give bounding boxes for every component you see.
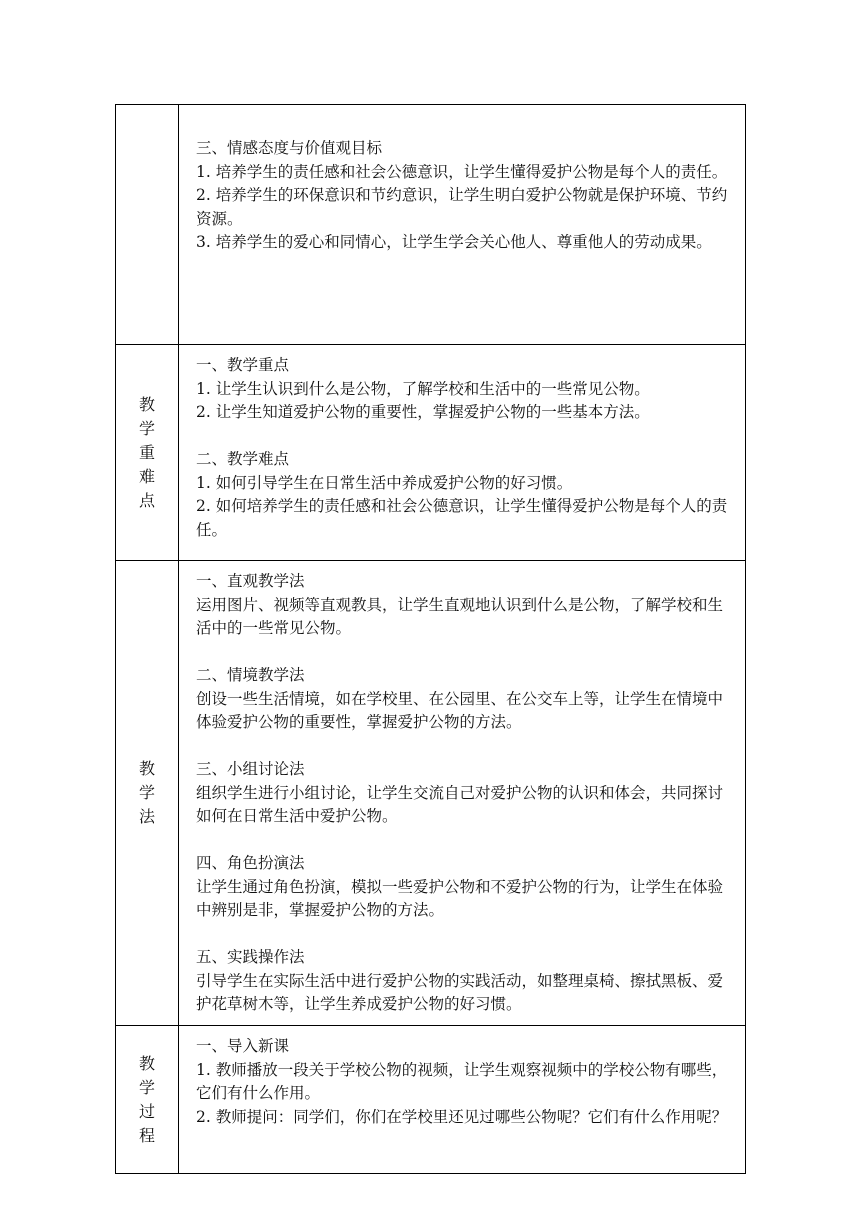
label-char: 教: [138, 394, 155, 414]
content-line: 1. 培养学生的责任感和社会公德意识，让学生懂得爱护公物是每个人的责任。: [196, 162, 728, 181]
label-char: 教: [138, 1053, 155, 1073]
content-line: 1. 如何引导学生在日常生活中养成爱护公物的好习惯。: [196, 473, 573, 492]
content-line: 3. 培养学生的爱心和同情心，让学生学会关心他人、尊重他人的劳动成果。: [196, 233, 712, 251]
content-line: 创设一些生活情境，如在学校里、在公园里、在公交车上等，让学生在情境中体验爱护公物的重要性，掌握爱护公物的方法。: [196, 689, 724, 731]
section-heading: 四、角色扮演法: [196, 854, 305, 872]
label-char: 过: [138, 1101, 155, 1121]
section-heading: 三、小组讨论法: [196, 760, 305, 778]
content-line: 1. 教师播放一段关于学校公物的视频，让学生观察视频中的学校公物有哪些，它们有什么作用。: [196, 1060, 728, 1102]
content-line: 引导学生在实际生活中进行爱护公物的实践活动，如整理桌椅、擦拭黑板、爱护花草树木等，让学生养成爱护公物的好习惯。: [196, 971, 724, 1013]
label-char: 程: [138, 1125, 155, 1145]
section-heading: 一、教学重点: [196, 356, 290, 374]
blank-line: [196, 923, 731, 947]
section-heading: 二、情境教学法: [196, 666, 305, 684]
blank-line: [196, 641, 731, 665]
blank-line: [196, 425, 731, 449]
row-content: [179, 105, 746, 345]
row-content: [179, 561, 746, 1026]
table-row-emotional-goals: [116, 105, 746, 345]
lesson-plan-table: [115, 104, 746, 1174]
label-char: 学: [138, 1077, 155, 1097]
blank-line: [196, 829, 731, 853]
section-heading: 三、情感态度与价值观目标: [196, 139, 383, 157]
row-label-teaching-methods: [116, 561, 179, 1026]
table-row-key-points: [116, 345, 746, 561]
content-line: 让学生通过角色扮演，模拟一些爱护公物和不爱护公物的行为，让学生在体验中辨别是非，掌握爱护公物的方法。: [196, 877, 724, 919]
row-label-empty: [116, 105, 179, 345]
label-char: 学: [138, 783, 155, 802]
label-char: 教: [138, 759, 155, 778]
label-char: 重: [138, 442, 155, 462]
row-label-teaching-process: [116, 1026, 179, 1174]
row-label-key-difficult-points: [116, 345, 179, 561]
section-heading: 二、教学难点: [196, 450, 290, 468]
row-content: [179, 1026, 746, 1174]
content-line: 1. 让学生认识到什么是公物，了解学校和生活中的一些常见公物。: [196, 379, 650, 398]
content-line: 2. 教师提问：同学们，你们在学校里还见过哪些公物呢？它们有什么作用呢？: [196, 1107, 728, 1126]
blank-line: [196, 735, 731, 759]
content-line: 组织学生进行小组讨论，让学生交流自己对爱护公物的认识和体会，共同探讨如何在日常生活中爱护公物。: [196, 783, 724, 825]
label-char: 点: [138, 490, 155, 510]
label-char: 学: [138, 418, 155, 438]
label-char: 难: [138, 466, 155, 486]
content-line: 2. 让学生知道爱护公物的重要性，掌握爱护公物的一些基本方法。: [196, 403, 650, 421]
section-heading: 一、导入新课: [196, 1037, 290, 1055]
content-line: 2. 如何培养学生的责任感和社会公德意识，让学生懂得爱护公物是每个人的责任。: [196, 497, 728, 539]
section-heading: 一、直观教学法: [196, 572, 305, 590]
content-line: 运用图片、视频等直观教具，让学生直观地认识到什么是公物，了解学校和生活中的一些常见公物。: [196, 595, 724, 637]
content-line: 2. 培养学生的环保意识和节约意识，让学生明白爱护公物就是保护环境、节约资源。: [196, 186, 728, 228]
section-heading: 五、实践操作法: [196, 948, 305, 966]
table-row-methods: [116, 561, 746, 1026]
table-row-process: [116, 1026, 746, 1174]
label-char: 法: [138, 807, 155, 826]
row-content: [179, 345, 746, 561]
